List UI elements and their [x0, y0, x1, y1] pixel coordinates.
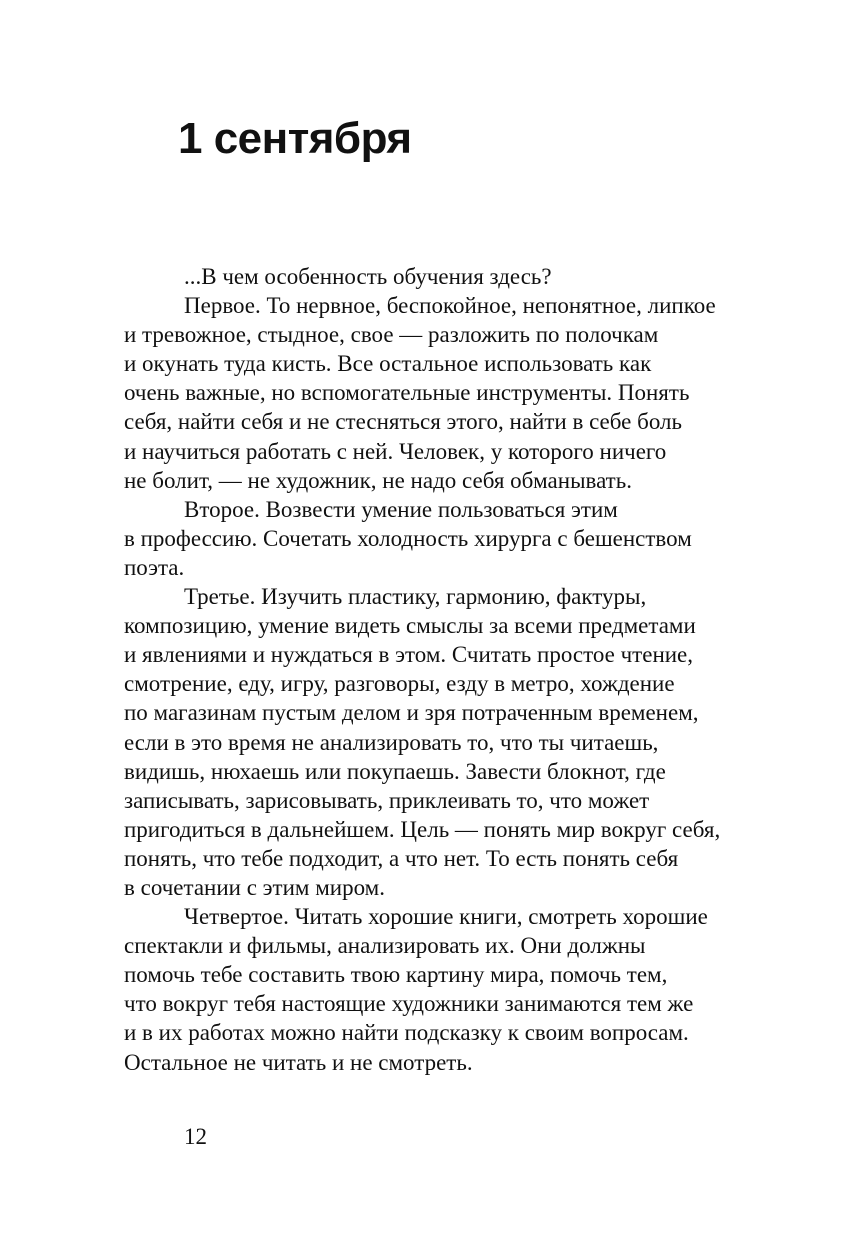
text-line: и в их работах можно найти подсказку к своим вопросам. — [124, 1020, 689, 1046]
chapter-title: 1 сентября — [178, 114, 412, 163]
paragraph — [124, 902, 784, 1077]
paragraph — [124, 262, 784, 291]
text-line: Четвертое. Читать хорошие книги, смотреть хорошие — [184, 904, 708, 930]
text-line: видишь, нюхаешь или покупаешь. Завести блокнот, где — [124, 758, 666, 784]
text-line: и научиться работать с ней. Человек, у которого ничего — [124, 438, 667, 464]
text-line: Третье. Изучить пластику, гармонию, фактуры, — [184, 584, 647, 610]
text-line: ...В чем особенность обучения здесь? — [184, 264, 552, 289]
text-line: Остальное не читать и не смотреть. — [124, 1049, 473, 1075]
text-line: пригодиться в дальнейшем. Цель — понять мир вокруг себя, — [124, 816, 721, 842]
text-line: в профессию. Сочетать холодность хирурга с бешенством — [124, 525, 692, 551]
body-text — [124, 262, 784, 1077]
page-number: 12 — [184, 1124, 207, 1149]
text-line: и явлениями и нуждаться в этом. Считать простое чтение, — [124, 642, 694, 668]
text-line: композицию, умение видеть смыслы за всеми предметами — [124, 613, 696, 639]
text-line: понять, что тебе подходит, а что нет. То есть понять себя — [124, 845, 679, 871]
text-line: поэта. — [124, 554, 185, 580]
text-line: что вокруг тебя настоящие художники занимаются тем же — [124, 991, 694, 1017]
paragraph — [124, 495, 784, 582]
text-line: смотрение, еду, игру, разговоры, езду в метро, хождение — [124, 671, 675, 697]
text-line: по магазинам пустым делом и зря потраченным временем, — [124, 700, 699, 726]
text-line: себя, найти себя и не стесняться этого, найти в себе боль — [124, 409, 682, 435]
text-line: и тревожное, стыдное, свое — разложить по полочкам — [124, 322, 659, 348]
text-line: очень важные, но вспомогательные инструменты. Понять — [124, 380, 690, 406]
text-line: Первое. То нервное, беспокойное, непонятное, липкое — [184, 293, 716, 319]
text-line: в сочетании с этим миром. — [124, 874, 385, 900]
text-line: и окунать туда кисть. Все остальное использовать как — [124, 351, 652, 377]
text-line: записывать, зарисовывать, приклеивать то, что может — [124, 787, 650, 813]
text-line: спектакли и фильмы, анализировать их. Они должны — [124, 933, 646, 959]
text-line: Второе. Возвести умение пользоваться этим — [184, 496, 618, 522]
paragraph — [124, 291, 784, 495]
text-line: не болит, — не художник, не надо себя обманывать. — [124, 467, 632, 493]
text-line: если в это время не анализировать то, что ты читаешь, — [124, 729, 659, 755]
text-line: помочь тебе составить твою картину мира, помочь тем, — [124, 962, 668, 988]
paragraph — [124, 582, 784, 902]
